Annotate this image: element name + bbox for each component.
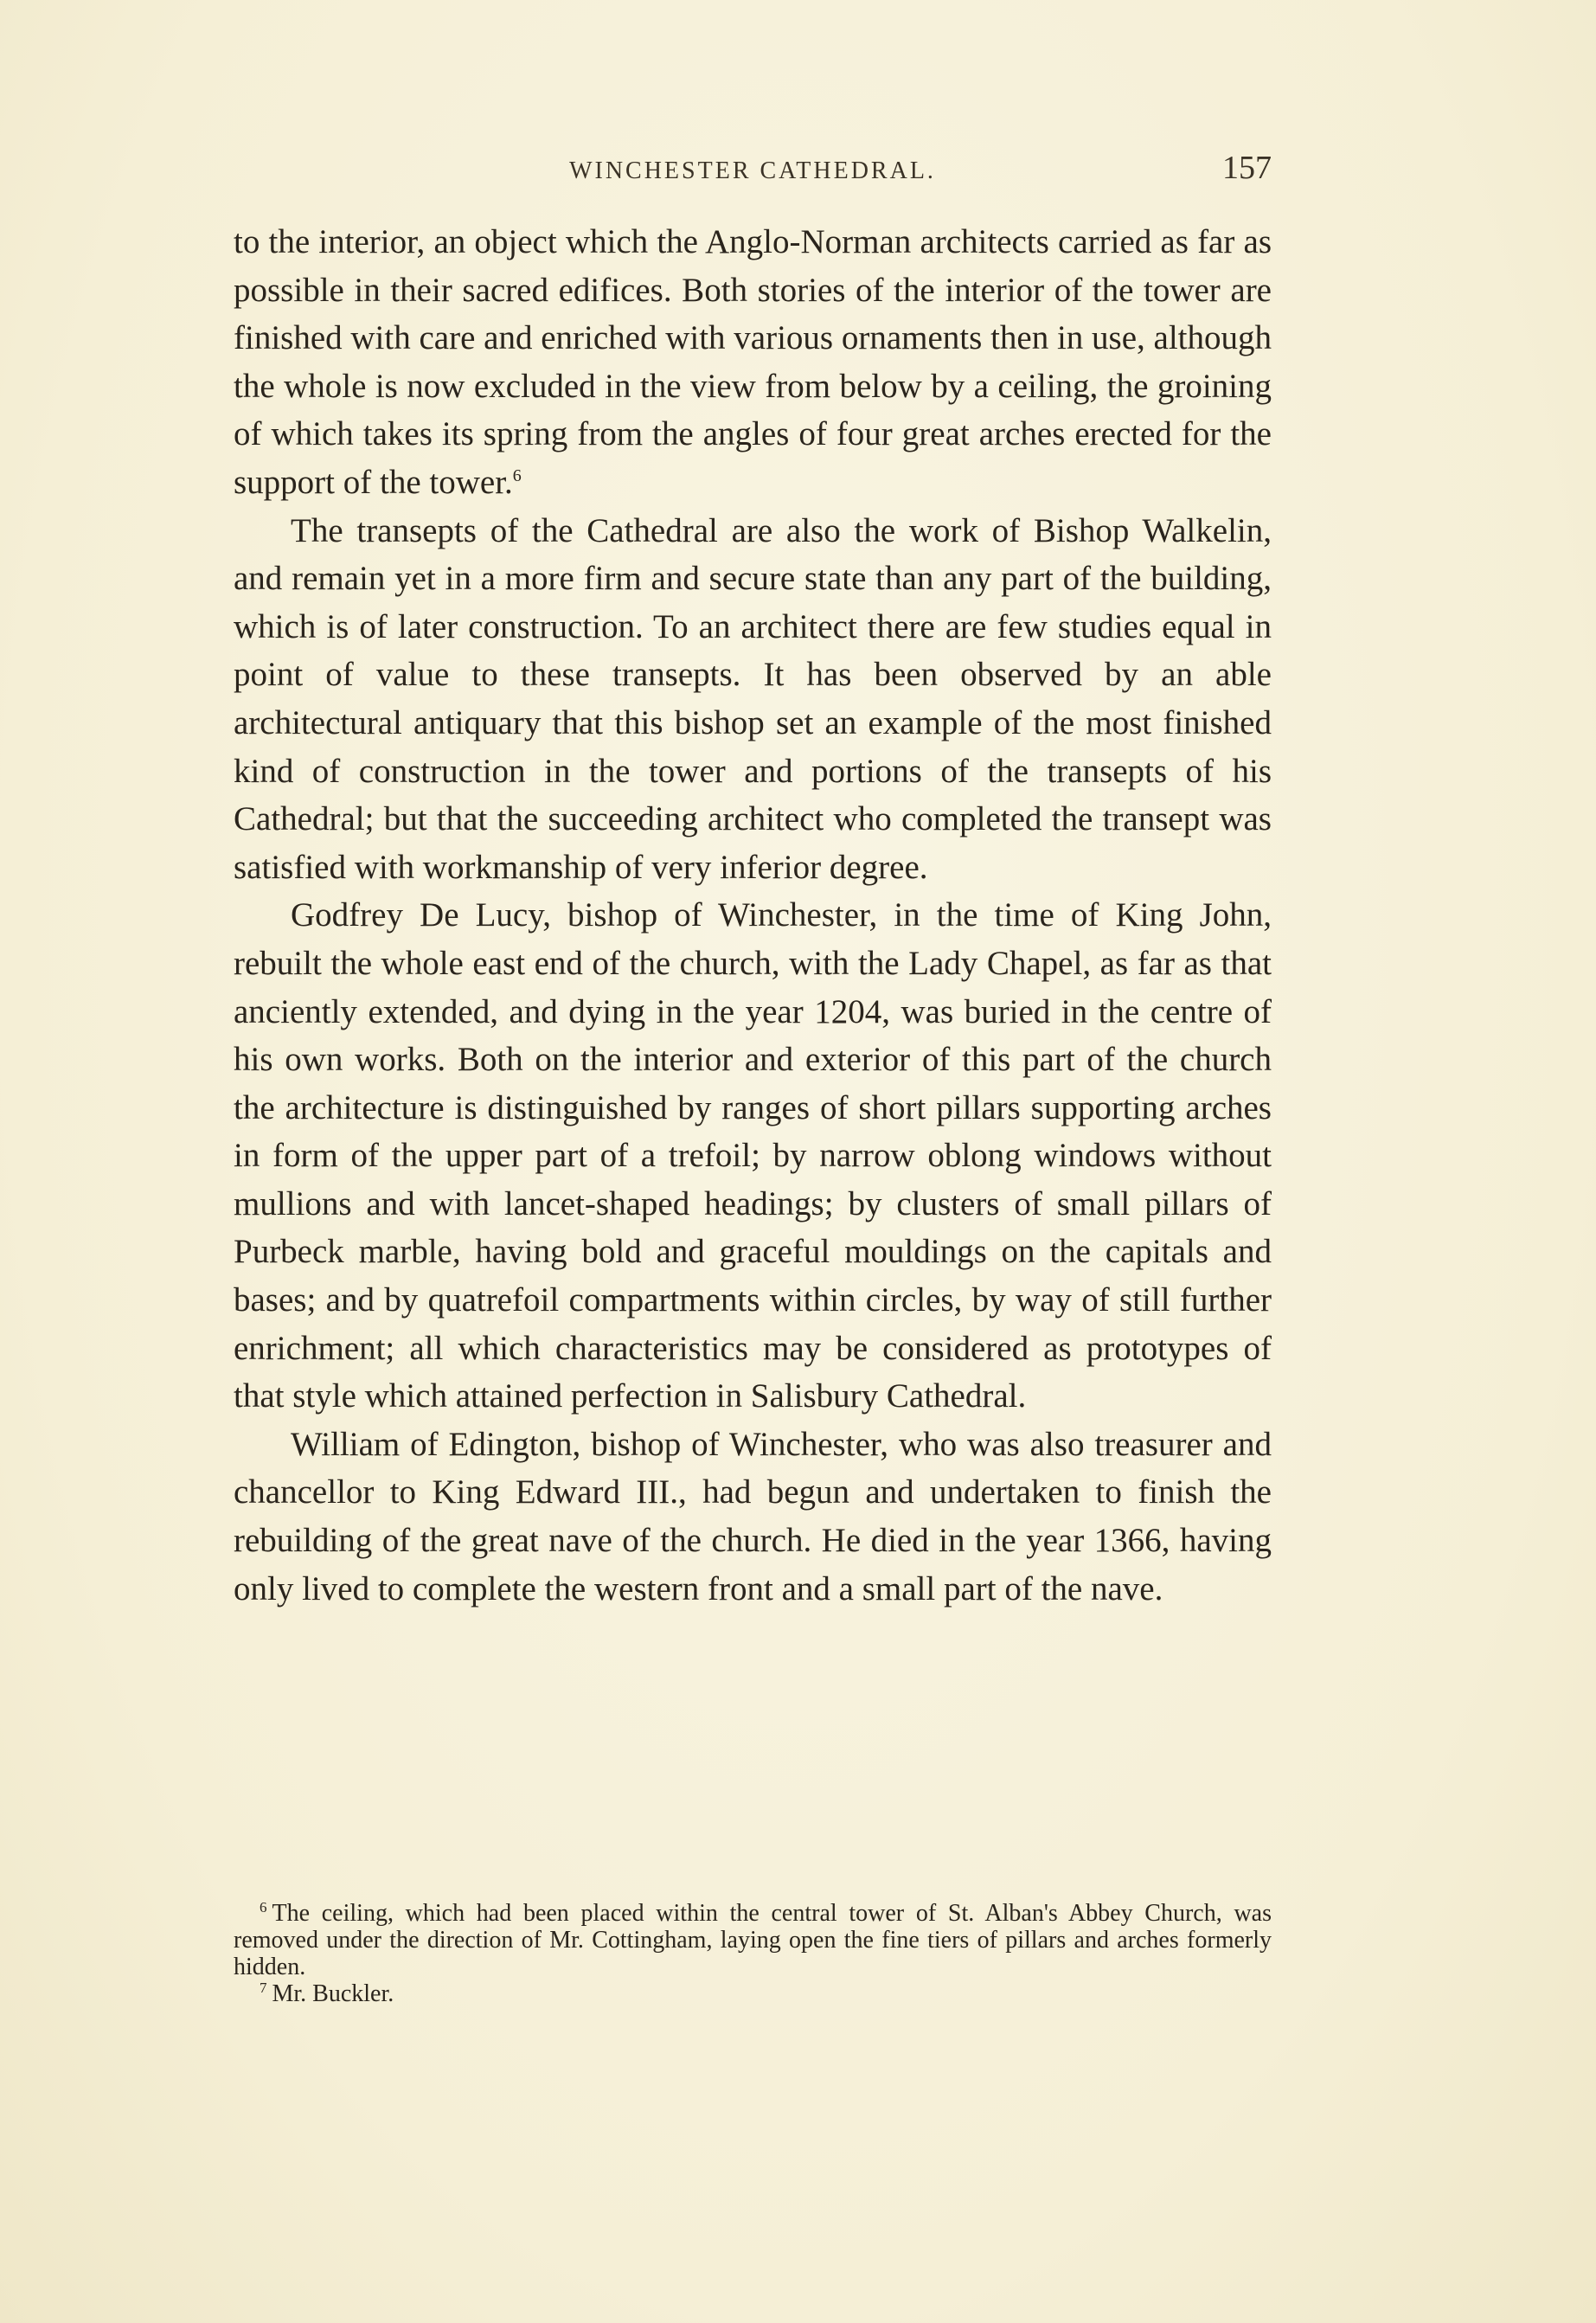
paragraph-continued <box>234 218 1272 507</box>
footnote-number: 7 <box>260 1979 267 1996</box>
footnote <box>234 1980 1272 2007</box>
footnote-reference: 6 <box>512 465 522 485</box>
paragraph: William of Edington, bishop of Winchester, who was also treasurer and chancellor to King Edward III., had begun and undertaken to finish the rebuilding of the great nave of the church. He died in the year 1366, having only lived to complete the western front and a small part of the nave. <box>234 1425 1272 1607</box>
running-head <box>234 147 1272 199</box>
page-number: 157 <box>1222 150 1272 186</box>
footnote-text: Mr. Buckler. <box>272 1980 394 2007</box>
paragraph-text: to the interior, an object which the Anglo-Norman architects carried as far as possible in their sacred edifices. Both stories of the interior of the tower are finished with care and enriched with various ornaments then in use, although the whole is now excluded in the view from below by a ceiling, the groining of which takes its spring from the angles of four great arches erected for the support of the tower. <box>234 223 1272 501</box>
paragraph: The transepts of the Cathedral are also the work of Bishop Walkelin, and remain yet in a more firm and secure state than any part of the building, which is of later construction. To an architect there are few studies equal in point of value to these transepts. It has been observed by an able architectural antiquary that this bishop set an example of the most finished kind of construction in the tower and portions of the transepts of his Cathedral; but that the succeeding architect who completed the transept was satisfied with workmanship of very inferior degree. <box>234 511 1272 886</box>
paragraph: Godfrey De Lucy, bishop of Winchester, in the time of King John, rebuilt the whole east end of the church, with the Lady Chapel, as far as that anciently extended, and dying in the year 1204, was buried in the centre of his own works. Both on the interior and exterior of this part of the church the architecture is distinguished by ranges of short pillars supporting arches in form of the upper part of a trefoil; by narrow oblong windows without mullions and with lancet-shaped headings; by clusters of small pillars of Purbeck marble, having bold and graceful mouldings on the capitals and bases; and by quatrefoil compartments within circles, by way of still further enrichment; all which characteristics may be considered as prototypes of that style which attained perfection in Salisbury Cathedral. <box>234 896 1272 1415</box>
footnote <box>234 1900 1272 1980</box>
footnote-number: 6 <box>260 1898 267 1916</box>
body-text <box>234 218 1272 1613</box>
footnotes <box>234 1900 1272 2007</box>
running-title: WINCHESTER CATHEDRAL. <box>569 157 936 184</box>
footnote-text: The ceiling, which had been placed within the central tower of St. Alban's Abbey Church, was removed under the direction of Mr. Cottingham, laying open the fine tiers of pillars and arches formerly hidden. <box>234 1900 1272 1980</box>
